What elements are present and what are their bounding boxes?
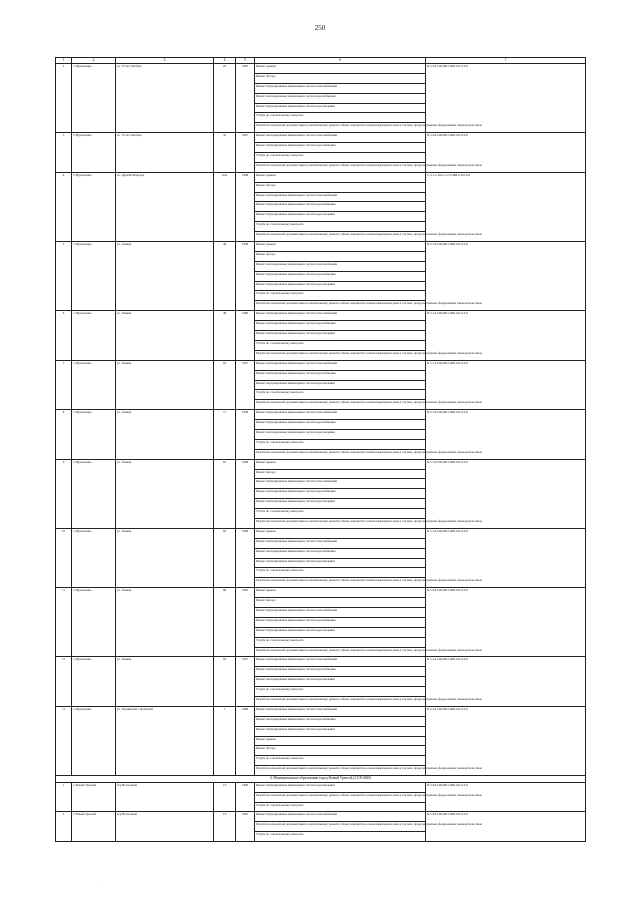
table-row — [56, 172, 586, 182]
work-type-cell: Ремонт фасада — [255, 251, 426, 261]
building-code-cell: С-5-1-С-Ш-С-СЭ-СЖБ-0-0-0-0-0 — [426, 172, 586, 241]
work-type-cell: Ремонт внутридомовых инженерных систем водоснабжения — [255, 143, 426, 153]
building-code-cell: П-5-3-П-Ш-ПП-СЖБ-0-0-0-0-0 — [426, 410, 586, 459]
town-cell: г. Муравленко — [72, 360, 116, 409]
street-cell: ул. Ленина — [116, 242, 214, 311]
column-header: 2 — [72, 58, 116, 64]
table-row — [56, 588, 586, 598]
house-number-cell: 32 — [214, 133, 236, 173]
building-code-cell: П-5-8-П-Ш-ПП-СЖБ-0-0-0-0-0 — [426, 812, 586, 842]
page-number: 250 — [314, 24, 326, 32]
work-type-cell: Разработка проектной документации по капитальному ремонту общего имущества в многоквартирном доме в случаях, предусмотренных федеральным законодательством — [255, 766, 426, 776]
work-type-cell: Ремонт внутридомовых инженерных систем теплоснабжения — [255, 538, 426, 548]
build-year-cell: 1998 — [236, 528, 255, 587]
building-code-cell: П-5-4-П-Ш-ПП-СЖБ-0-0-0-0-0 — [426, 706, 586, 775]
row-number: 4 — [56, 172, 72, 241]
section-title: 4. Муниципальное образование город Новый Уренгой (2118-2060) — [56, 776, 586, 783]
work-type-cell: Ремонт внутридомовых инженерных систем водоотведения — [255, 103, 426, 113]
street-cell: ул. Дружбы Народов — [116, 172, 214, 241]
work-type-cell: Ремонт внутридомовых инженерных систем водоснабжения — [255, 667, 426, 677]
work-type-cell: Услуги по строительному контролю — [255, 340, 426, 350]
column-header: 1 — [56, 58, 72, 64]
work-type-cell: Ремонт крыши — [255, 459, 426, 469]
work-type-cell: Ремонт фасада — [255, 469, 426, 479]
work-type-cell: Ремонт внутридомовых инженерных систем теплоснабжения — [255, 360, 426, 370]
build-year-cell: 1998 — [236, 172, 255, 241]
work-type-cell: Разработка проектной документации по капитальному ремонту общего имущества в многоквартирном доме в случаях, предусмотренных федеральным законодательством — [255, 578, 426, 588]
build-year-cell: 1992 — [236, 588, 255, 657]
build-year-cell: 1986 — [236, 311, 255, 360]
work-type-cell: Услуги по строительному контролю — [255, 390, 426, 400]
work-type-cell: Ремонт внутридомовых инженерных систем теплоснабжения — [255, 657, 426, 667]
build-year-cell: 1998 — [236, 459, 255, 528]
street-cell: ул. Украинских строителей — [116, 706, 214, 775]
town-cell: г. Муравленко — [72, 242, 116, 311]
street-cell: м/р Восточный — [116, 782, 214, 812]
work-type-cell: Ремонт внутридомовых инженерных систем водоснабжения — [255, 370, 426, 380]
table-row — [56, 657, 586, 667]
table-row — [56, 410, 586, 420]
column-header: 7 — [426, 58, 586, 64]
work-type-cell: Ремонт крыши — [255, 528, 426, 538]
work-type-cell: Ремонт внутридомовых инженерных систем водоснабжения — [255, 202, 426, 212]
work-type-cell: Ремонт крыши — [255, 242, 426, 252]
work-type-cell: Ремонт внутридомовых инженерных систем водоотведения — [255, 281, 426, 291]
table-row — [56, 311, 586, 321]
building-code-cell: П-5-6-П-Ш-ПП-СЖБ-0-0-0-0-0 — [426, 588, 586, 657]
row-number: 1 — [56, 782, 72, 812]
town-cell: г. Муравленко — [72, 133, 116, 173]
work-type-cell: Разработка проектной документации по капитальному ремонту общего имущества в многоквартирном доме в случаях, предусмотренных федеральным законодательством — [255, 123, 426, 133]
work-type-cell: Ремонт крыши — [255, 172, 426, 182]
work-type-cell: Ремонт крыши — [255, 588, 426, 598]
section-row — [56, 776, 586, 783]
building-code-cell: П-5-3-П-Ш-ПП-СЖБ-0-0-0-0-0 — [426, 459, 586, 528]
street-cell: ул. 70 лет Октября — [116, 133, 214, 173]
work-type-cell: Услуги по строительному контролю — [255, 439, 426, 449]
row-number: 12 — [56, 657, 72, 706]
build-year-cell: 1997 — [236, 360, 255, 409]
work-type-cell: Ремонт внутридомовых инженерных систем водоотведения — [255, 212, 426, 222]
work-type-cell: Ремонт внутридомовых инженерных систем водоотведения — [255, 782, 426, 792]
row-number: 5 — [56, 242, 72, 311]
table-row — [56, 528, 586, 538]
table-row — [56, 459, 586, 469]
work-type-cell: Услуги по строительному контролю — [255, 637, 426, 647]
house-number-cell: 1/3 — [214, 812, 236, 842]
table-row — [56, 706, 586, 716]
build-year-cell: 1997 — [236, 133, 255, 173]
row-number: 9 — [56, 459, 72, 528]
row-number: 11 — [56, 588, 72, 657]
work-type-cell: Ремонт внутридомовых инженерных систем водоотведения — [255, 558, 426, 568]
street-cell: ул. Ленина — [116, 528, 214, 587]
row-number: 8 — [56, 410, 72, 459]
work-type-cell: Ремонт внутридомовых инженерных систем водоснабжения — [255, 548, 426, 558]
work-type-cell: Услуги по строительному контролю — [255, 222, 426, 232]
work-type-cell: Ремонт внутридомовых инженерных систем теплоснабжения — [255, 706, 426, 716]
work-type-cell: Ремонт фасада — [255, 73, 426, 83]
work-type-cell: Ремонт внутридомовых инженерных систем водоснабжения — [255, 420, 426, 430]
work-type-cell: Разработка проектной документации по капитальному ремонту общего имущества в многоквартирном доме в случаях, предусмотренных федеральным законодательством — [255, 518, 426, 528]
town-cell: г. Муравленко — [72, 657, 116, 706]
street-cell: ул. Ленина — [116, 588, 214, 657]
house-number-cell: 1/3 — [214, 782, 236, 812]
work-type-cell: Услуги по строительному контролю — [255, 802, 426, 812]
street-cell: ул. Ленина — [116, 360, 214, 409]
build-year-cell: 1998 — [236, 410, 255, 459]
table-row — [56, 782, 586, 792]
work-type-cell: Разработка проектной документации по капитальному ремонту общего имущества в многоквартирном доме в случаях, предусмотренных федеральным законодательством — [255, 647, 426, 657]
build-year-cell: 1998 — [236, 242, 255, 311]
town-cell: г. Муравленко — [72, 172, 116, 241]
row-number: 7 — [56, 360, 72, 409]
work-type-cell: Разработка проектной документации по капитальному ремонту общего имущества в многоквартирном доме в случаях, предусмотренных федеральным законодательством — [255, 697, 426, 707]
house-number-cell: 81 — [214, 459, 236, 528]
footer-mark: · — [96, 882, 98, 887]
town-cell: г. Новый Уренгой — [72, 812, 116, 842]
house-number-cell: 83 — [214, 528, 236, 587]
work-type-cell: Ремонт внутридомовых инженерных систем водоснабжения — [255, 271, 426, 281]
work-type-cell: Услуги по строительному контролю — [255, 509, 426, 519]
work-type-cell: Ремонт фасада — [255, 598, 426, 608]
work-type-cell: Ремонт фасада — [255, 182, 426, 192]
build-year-cell: 1997 — [236, 657, 255, 706]
work-type-cell: Услуги по строительному контролю — [255, 756, 426, 766]
work-type-cell: Ремонт внутридомовых инженерных систем теплоснабжения — [255, 479, 426, 489]
work-type-cell: Услуги по строительному контролю — [255, 687, 426, 697]
work-type-cell: Ремонт внутридомовых инженерных систем теплоснабжения — [255, 311, 426, 321]
work-type-cell: Услуги по строительному контролю — [255, 291, 426, 301]
row-number: 2 — [56, 64, 72, 133]
work-type-cell: Ремонт внутридомовых инженерных систем водоснабжения — [255, 93, 426, 103]
work-type-cell: Услуги по строительному контролю — [255, 113, 426, 123]
house-number-cell: 93 — [214, 657, 236, 706]
work-type-cell: Разработка проектной документации по капитальному ремонту общего имущества в многоквартирном доме в случаях, предусмотренных федеральным законодательством — [255, 449, 426, 459]
house-number-cell: 46 — [214, 242, 236, 311]
build-year-cell: 1992 — [236, 64, 255, 133]
work-type-cell: Услуги по строительному контролю — [255, 568, 426, 578]
town-cell: г. Муравленко — [72, 459, 116, 528]
work-type-cell: Ремонт внутридомовых инженерных систем водоотведения — [255, 380, 426, 390]
row-number: 3 — [56, 133, 72, 173]
work-type-cell: Ремонт внутридомовых инженерных систем теплоснабжения — [255, 192, 426, 202]
column-header: 5 — [236, 58, 255, 64]
work-type-cell: Разработка проектной документации по капитальному ремонту общего имущества в многоквартирном доме в случаях, предусмотренных федеральным законодательством — [255, 350, 426, 360]
building-code-cell: П-5-4-П-Ш-ПП-СЖБ-0-0-0-0-0 — [426, 311, 586, 360]
work-type-cell: Ремонт внутридомовых инженерных систем водоотведения — [255, 429, 426, 439]
town-cell: г. Новый Уренгой — [72, 782, 116, 812]
street-cell: ул. Ленина — [116, 311, 214, 360]
street-cell: ул. Ленина — [116, 657, 214, 706]
building-code-cell: П-5-3-П-Ш-ПП-СЖБ-0-0-0-0-0 — [426, 242, 586, 311]
work-type-cell: Ремонт внутридомовых инженерных систем теплоснабжения — [255, 812, 426, 822]
street-cell: ул. Ленина — [116, 410, 214, 459]
work-type-cell: Ремонт внутридомовых инженерных систем водоснабжения — [255, 321, 426, 331]
building-code-cell: П-5-7-П-Ш-ПП-СЖБ-0-0-0-0-0 — [426, 360, 586, 409]
row-number: 13 — [56, 706, 72, 775]
building-code-cell: П-5-6-П-Ш-ПП-СЖБ-0-0-0-0-0 — [426, 133, 586, 173]
work-type-cell: Разработка проектной документации по капитальному ремонту общего имущества в многоквартирном доме в случаях, предусмотренных федеральным законодательством — [255, 400, 426, 410]
row-number: 2 — [56, 812, 72, 842]
row-number: 10 — [56, 528, 72, 587]
building-code-cell: П-5-8-П-Ш-ПП-СЖБ-0-0-0-0-0 — [426, 782, 586, 812]
town-cell: г. Муравленко — [72, 64, 116, 133]
table-row — [56, 360, 586, 370]
table-row — [56, 133, 586, 143]
work-type-cell: Разработка проектной документации по капитальному ремонту общего имущества в многоквартирном доме в случаях, предусмотренных федеральным законодательством — [255, 301, 426, 311]
work-type-cell: Разработка проектной документации по капитальному ремонту общего имущества в многоквартирном доме в случаях, предусмотренных федеральным законодательством — [255, 162, 426, 172]
house-number-cell: 48 — [214, 311, 236, 360]
work-type-cell: Ремонт внутридомовых инженерных систем теплоснабжения — [255, 133, 426, 143]
row-number: 6 — [56, 311, 72, 360]
work-type-cell: Ремонт крыши — [255, 736, 426, 746]
work-type-cell: Ремонт внутридомовых инженерных систем водоотведения — [255, 627, 426, 637]
town-cell: г. Муравленко — [72, 706, 116, 775]
build-year-cell: 1990 — [236, 782, 255, 812]
street-cell: ул. 70 лет Октября — [116, 64, 214, 133]
town-cell: г. Муравленко — [72, 588, 116, 657]
house-number-cell: 22 — [214, 64, 236, 133]
work-type-cell: Ремонт внутридомовых инженерных систем водоснабжения — [255, 489, 426, 499]
work-type-cell: Услуги по строительному контролю — [255, 153, 426, 163]
work-type-cell: Ремонт внутридомовых инженерных систем теплоснабжения — [255, 83, 426, 93]
street-cell: ул. Ленина — [116, 459, 214, 528]
street-cell: м/р Восточный — [116, 812, 214, 842]
work-type-cell: Ремонт внутридомовых инженерных систем водоснабжения — [255, 617, 426, 627]
work-type-cell: Ремонт внутридомовых инженерных систем теплоснабжения — [255, 410, 426, 420]
work-type-cell: Ремонт крыши — [255, 64, 426, 74]
town-cell: г. Муравленко — [72, 528, 116, 587]
building-code-cell: П-5-6-П-Ш-ПП-СЖБ-0-0-0-0-0 — [426, 64, 586, 133]
build-year-cell: 1991 — [236, 812, 255, 842]
column-header: 4 — [214, 58, 236, 64]
work-type-cell: Ремонт фасада — [255, 746, 426, 756]
work-type-cell: Ремонт внутридомовых инженерных систем водоотведения — [255, 726, 426, 736]
table-row — [56, 64, 586, 74]
table-row — [56, 242, 586, 252]
table-row — [56, 812, 586, 822]
house-number-cell: 63 — [214, 360, 236, 409]
building-code-cell: П-5-4-П-Ш-ПП-СЖБ-0-0-0-0-0 — [426, 657, 586, 706]
house-number-cell: 7 — [214, 706, 236, 775]
building-code-cell: П-5-3-П-Ш-ПП-СЖБ-0-0-0-0-0 — [426, 528, 586, 587]
work-type-cell: Услуги по строительному контролю — [255, 832, 426, 842]
column-header: 6 — [255, 58, 426, 64]
column-header: 3 — [116, 58, 214, 64]
work-type-cell: Ремонт внутридомовых инженерных систем водоотведения — [255, 331, 426, 341]
work-type-cell: Ремонт внутридомовых инженерных систем теплоснабжения — [255, 607, 426, 617]
town-cell: г. Муравленко — [72, 410, 116, 459]
repair-program-table — [55, 57, 586, 842]
house-number-cell: 10А — [214, 172, 236, 241]
work-type-cell: Ремонт внутридомовых инженерных систем водоснабжения — [255, 716, 426, 726]
work-type-cell: Разработка проектной документации по капитальному ремонту общего имущества в многоквартирном доме в случаях, предусмотренных федеральным законодательством — [255, 232, 426, 242]
work-type-cell: Ремонт внутридомовых инженерных систем теплоснабжения — [255, 261, 426, 271]
build-year-cell: 1988 — [236, 706, 255, 775]
house-number-cell: 86 — [214, 588, 236, 657]
work-type-cell: Разработка проектной документации по капитальному ремонту общего имущества в многоквартирном доме в случаях, предусмотренных федеральным законодательством — [255, 822, 426, 832]
work-type-cell: Ремонт внутридомовых инженерных систем водоотведения — [255, 677, 426, 687]
town-cell: г. Муравленко — [72, 311, 116, 360]
work-type-cell: Разработка проектной документации по капитальному ремонту общего имущества в многоквартирном доме в случаях, предусмотренных федеральным законодательством — [255, 792, 426, 802]
work-type-cell: Ремонт внутридомовых инженерных систем водоотведения — [255, 499, 426, 509]
house-number-cell: 71 — [214, 410, 236, 459]
